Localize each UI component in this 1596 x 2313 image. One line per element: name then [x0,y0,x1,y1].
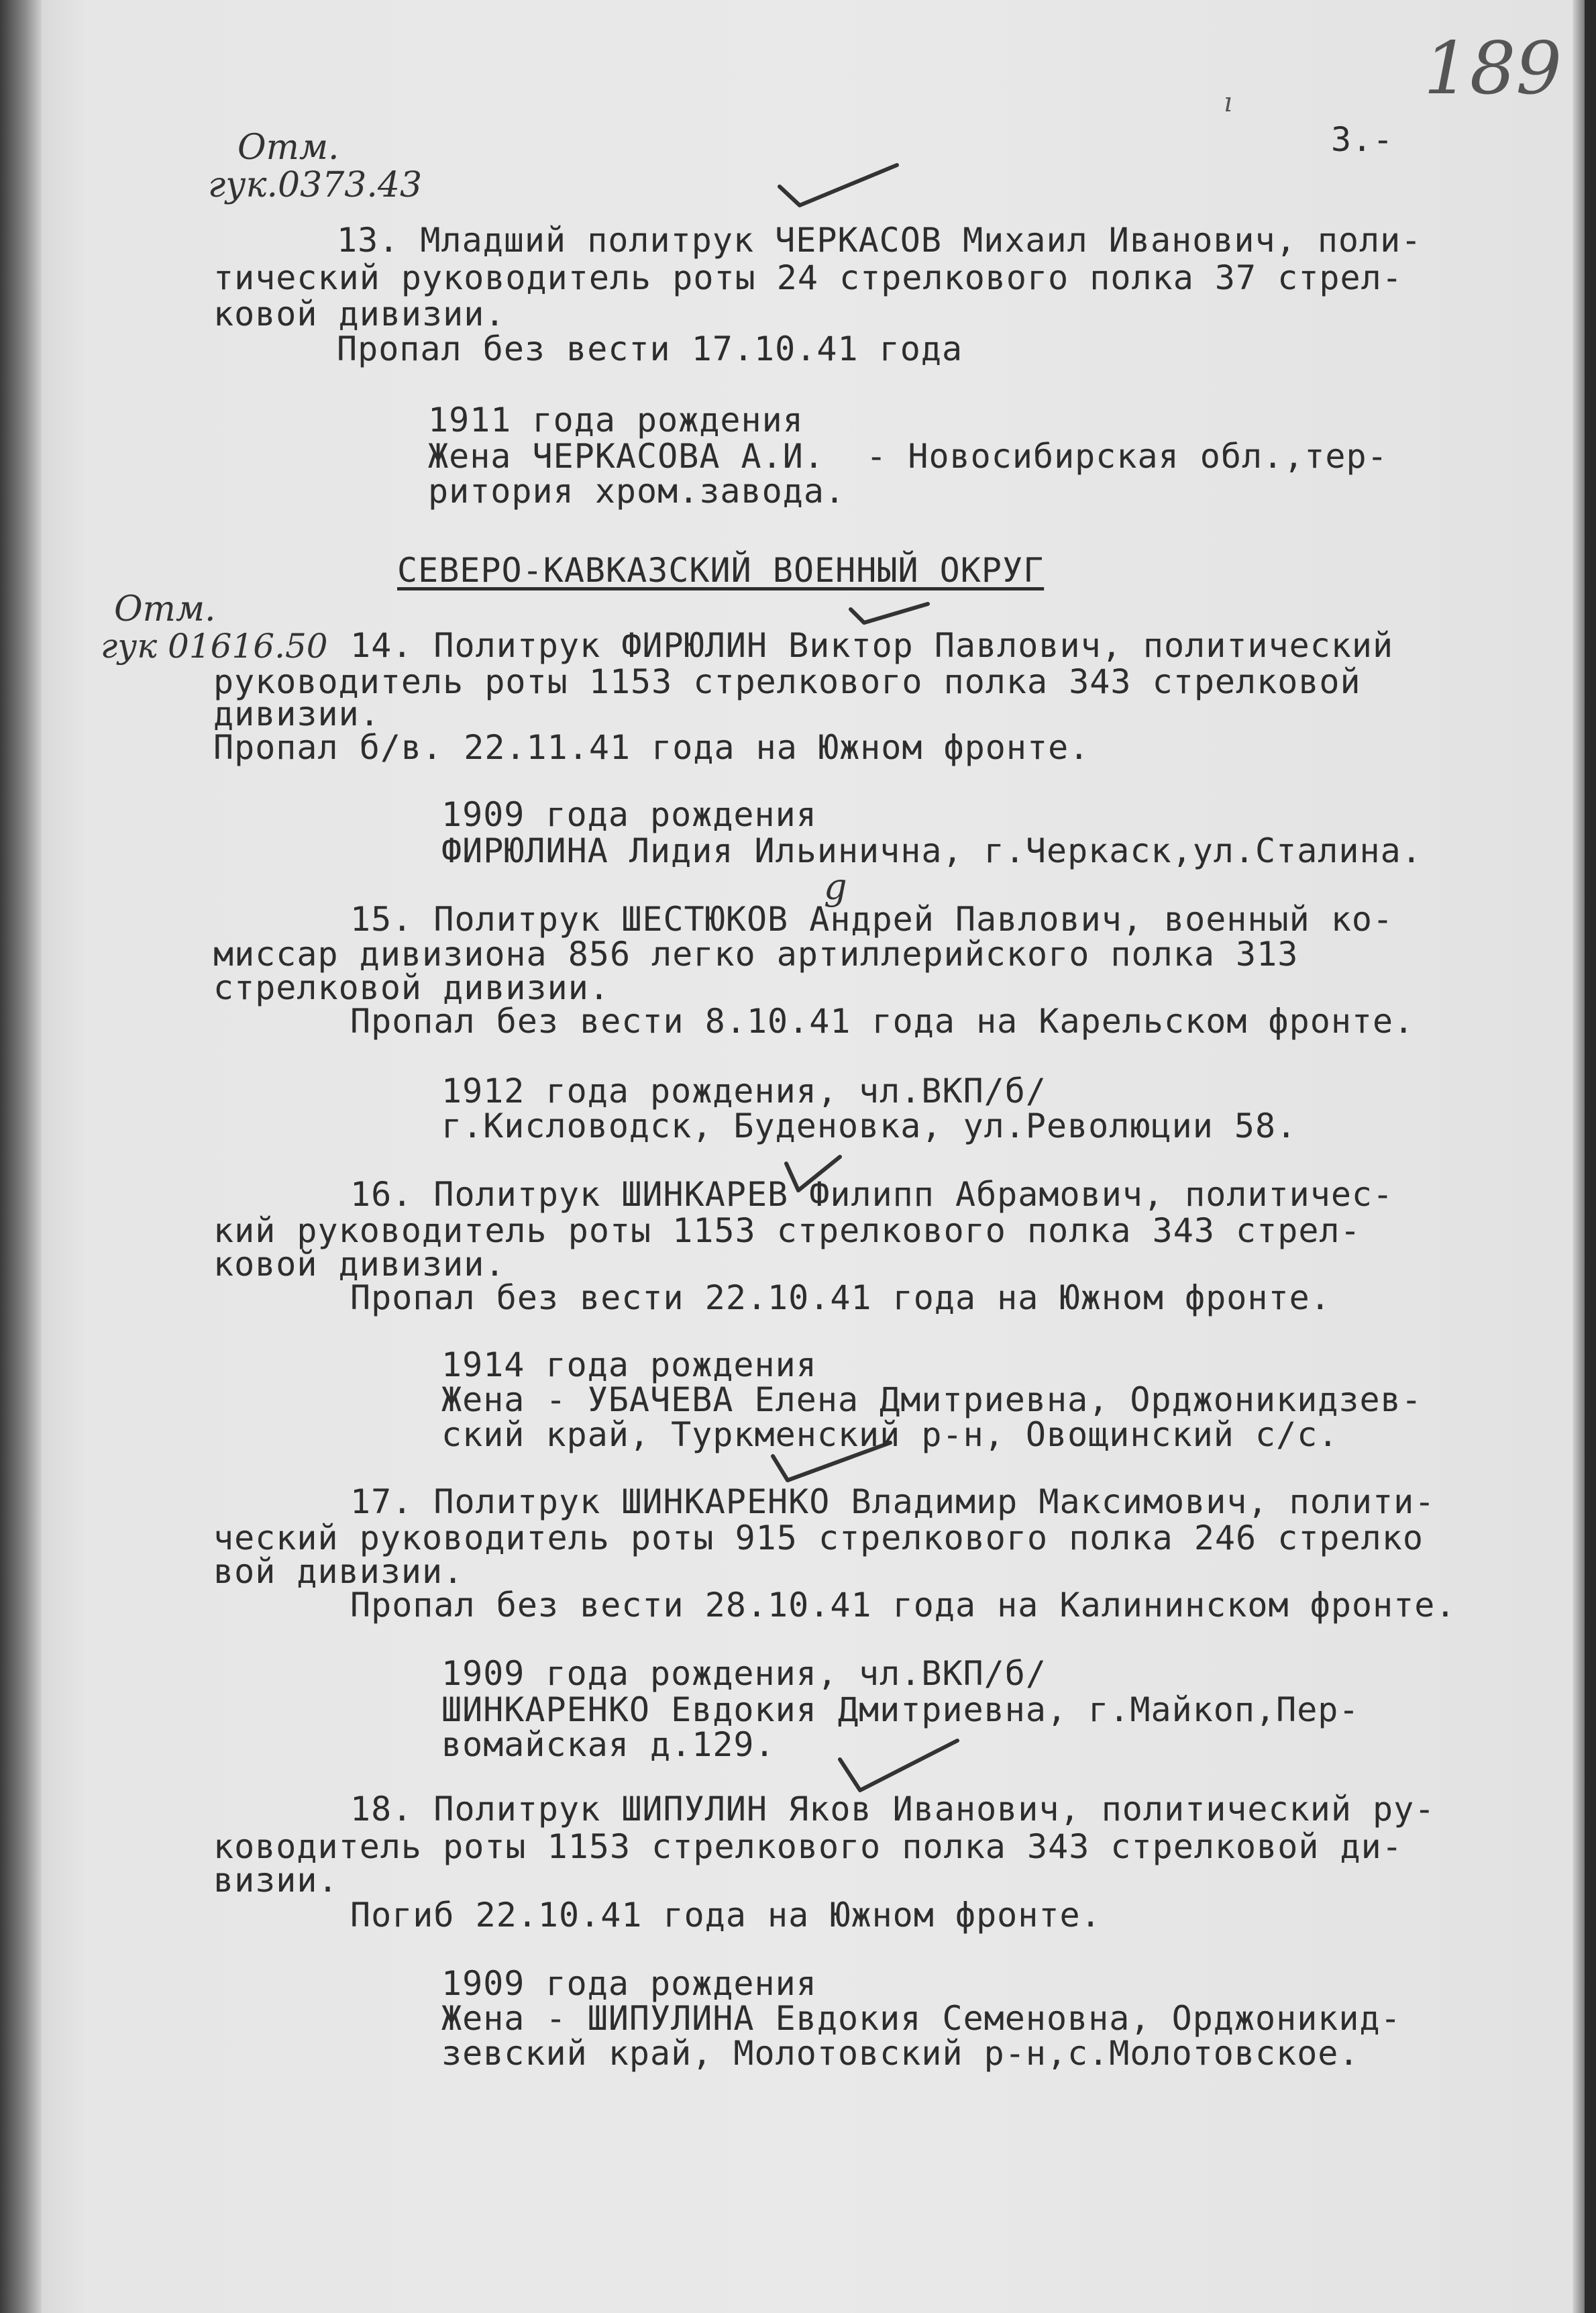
entry-14-line-3: дивизии. [213,695,380,733]
entry-15-line-2: миссар дивизиона 856 легко артиллерийского полка 313 [213,935,1299,974]
entry-14-relative: ФИРЮЛИНА Лидия Ильинична, г.Черкаск,ул.Сталина. [441,831,1422,870]
page-left-edge [0,0,42,2313]
entry-16-relative: Жена - УБАЧЕВА Елена Дмитриевна, Орджоникидзев- [441,1380,1422,1419]
entry-15-line-3: стрелковой дивизии. [213,968,610,1007]
entry-16-line-1: 16. Политрук ШИНКАРЕВ Филипп Абрамович, политичес- [350,1175,1394,1214]
annotation-2-line1: Отм. [114,589,216,629]
entry-14-birth: 1909 года рождения [441,795,817,834]
entry-15-address: г.Кисловодск, Буденовка, ул.Революции 58. [441,1107,1297,1145]
entry-17-relative: ШИНКАРЕНКО Евдокия Дмитриевна, г.Майкоп,Пер- [441,1690,1360,1729]
entry-18-address: зевский край, Молотовский р-н,с.Молотовское. [441,2034,1360,2073]
entry-17-line-3: вой дивизии. [213,1552,464,1591]
pencil-mark: ı [1224,87,1232,118]
entry-17-address: вомайская д.129. [441,1725,776,1764]
entry-15-line-1: 15. Политрук ШЕСТЮКОВ Андрей Павлович, военный ко- [350,900,1394,939]
entry-17-birth: 1909 года рождения, чл.ВКП/б/ [441,1654,1047,1693]
document-page [42,0,1585,2313]
correction-letter: g [824,866,847,908]
entry-13-status: Пропал без вести 17.10.41 года [337,329,963,368]
entry-18-birth: 1909 года рождения [441,1964,817,2003]
entry-17-line-2: ческий руководитель роты 915 стрелкового полка 246 стрелко [213,1519,1424,1557]
entry-13-line-2: тический руководитель роты 24 стрелкового полка 37 стрел- [213,258,1403,297]
page-right-edge [1573,0,1585,2313]
entry-13-birth: 1911 года рождения [428,401,804,440]
annotation-2-line2: гук 01616.50 [101,627,328,666]
entry-18-line-3: визии. [213,1861,339,1900]
entry-16-line-2: кий руководитель роты 1153 стрелкового полка 343 стрел- [213,1211,1361,1250]
entry-18-line-2: ководитель роты 1153 стрелкового полка 343 стрелковой ди- [213,1827,1403,1866]
entry-14-status: Пропал б/в. 22.11.41 года на Южном фронте. [213,728,1090,767]
entry-13-address: ритория хром.завода. [428,472,846,511]
check-mark-icon [773,160,907,213]
entry-18-relative: Жена - ШИПУЛИНА Евдокия Семеновна, Орджоникид- [441,1999,1401,2038]
annotation-1-line1: Отм. [237,127,339,168]
entry-13-relative: Жена ЧЕРКАСОВА А.И. - Новосибирская обл.,тер- [428,437,1388,476]
annotation-1-line2: гук.0373.43 [208,165,423,205]
entry-18-status: Погиб 22.10.41 года на Южном фронте. [350,1896,1102,1935]
entry-14-line-2: руководитель роты 1153 стрелкового полка 343 стрелковой [213,662,1361,701]
entry-14-line-1: 14. Политрук ФИРЮЛИН Виктор Павлович, политический [350,626,1394,665]
entry-13-line-3: ковой дивизии. [213,295,506,333]
entry-13-line-1: 13. Младший политрук ЧЕРКАСОВ Михаил Иванович, поли- [337,221,1422,260]
entry-16-birth: 1914 года рождения [441,1345,817,1384]
section-heading: СЕВЕРО-КАВКАЗСКИЙ ВОЕННЫЙ ОКРУГ [397,551,1045,590]
archive-page-number: 189 [1424,27,1562,111]
entry-17-line-1: 17. Политрук ШИНКАРЕНКО Владимир Максимович, полити- [350,1482,1436,1521]
entry-16-address: ский край, Туркменский р-н, Овощинский с/с. [441,1415,1339,1454]
entry-15-status: Пропал без вести 8.10.41 года на Карельском фронте. [350,1002,1415,1041]
entry-17-status: Пропал без вести 28.10.41 года на Калининском фронте. [350,1586,1456,1625]
entry-16-line-3: ковой дивизии. [213,1245,506,1284]
entry-15-birth: 1912 года рождения, чл.ВКП/б/ [441,1072,1047,1111]
entry-18-line-1: 18. Политрук ШИПУЛИН Яков Иванович, политический ру- [350,1790,1436,1829]
page-number: 3.- [1331,120,1394,159]
check-mark-icon [844,590,938,631]
entry-16-status: Пропал без вести 22.10.41 года на Южном фронте. [350,1278,1331,1317]
